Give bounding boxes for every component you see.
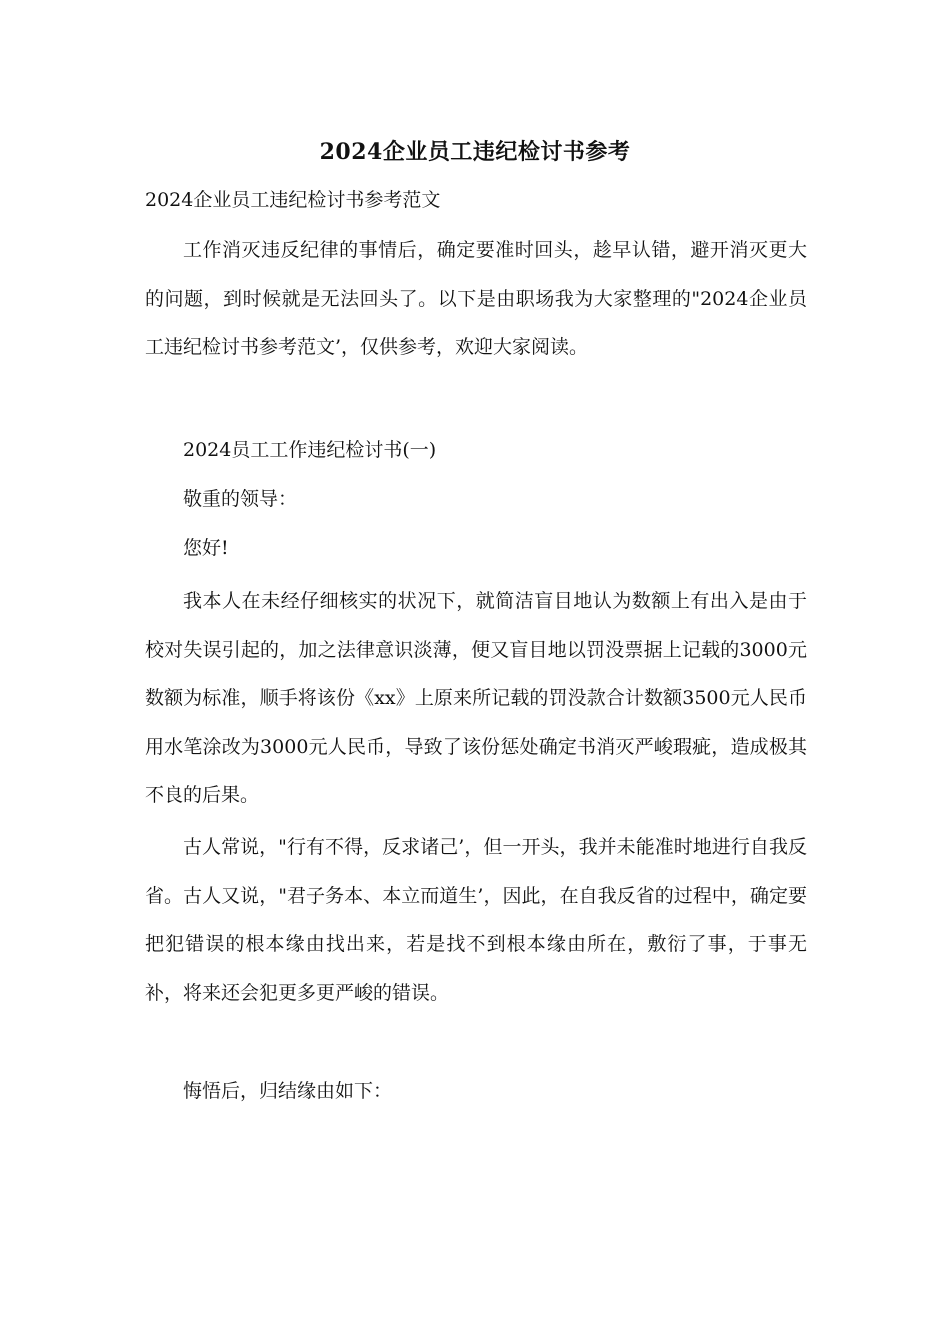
body-paragraph-3: 悔悟后，归结缘由如下：: [183, 1080, 393, 1102]
salutation: 敬重的领导：: [183, 488, 298, 510]
document-subtitle: 2024企业员工违纪检讨书参考范文: [145, 189, 441, 211]
body-paragraph-2: 古人常说，"行有不得，反求诸己’，但一开头，我并未能准时地进行自我反省。古人又说，"君子务本、本立而道生’，因此，在自我反省的过程中，确定要把犯错误的根本缘由找出来，若是找不到根本缘由所在，敷衍了事，于事无补，将来还会犯更多更严峻的错误。: [145, 836, 807, 1004]
body-paragraph-1: 我本人在未经仔细核实的状况下，就简洁盲目地认为数额上有出入是由于校对失误引起的，加之法律意识淡薄，便又盲目地以罚没票据上记载的3000元数额为标准，顺手将该份《xx》上原来所记载的罚没款合计数额3500元人民币用水笔涂改为3000元人民币，导致了该份惩处确定书消灭严峻瑕疵，造成极其不良的后果。: [145, 590, 807, 806]
document-title: 2024企业员工违纪检讨书参考: [319, 139, 631, 165]
intro-paragraph: 工作消灭违反纪律的事情后，确定要准时回头，趁早认错，避开消灭更大的问题，到时候就是无法回头了。以下是由职场我为大家整理的"2024企业员工违纪检讨书参考范文’，仅供参考，欢迎大家阅读。: [145, 239, 807, 358]
greeting: 您好!: [183, 537, 229, 559]
section-heading: 2024员工工作违纪检讨书(一): [183, 439, 437, 461]
